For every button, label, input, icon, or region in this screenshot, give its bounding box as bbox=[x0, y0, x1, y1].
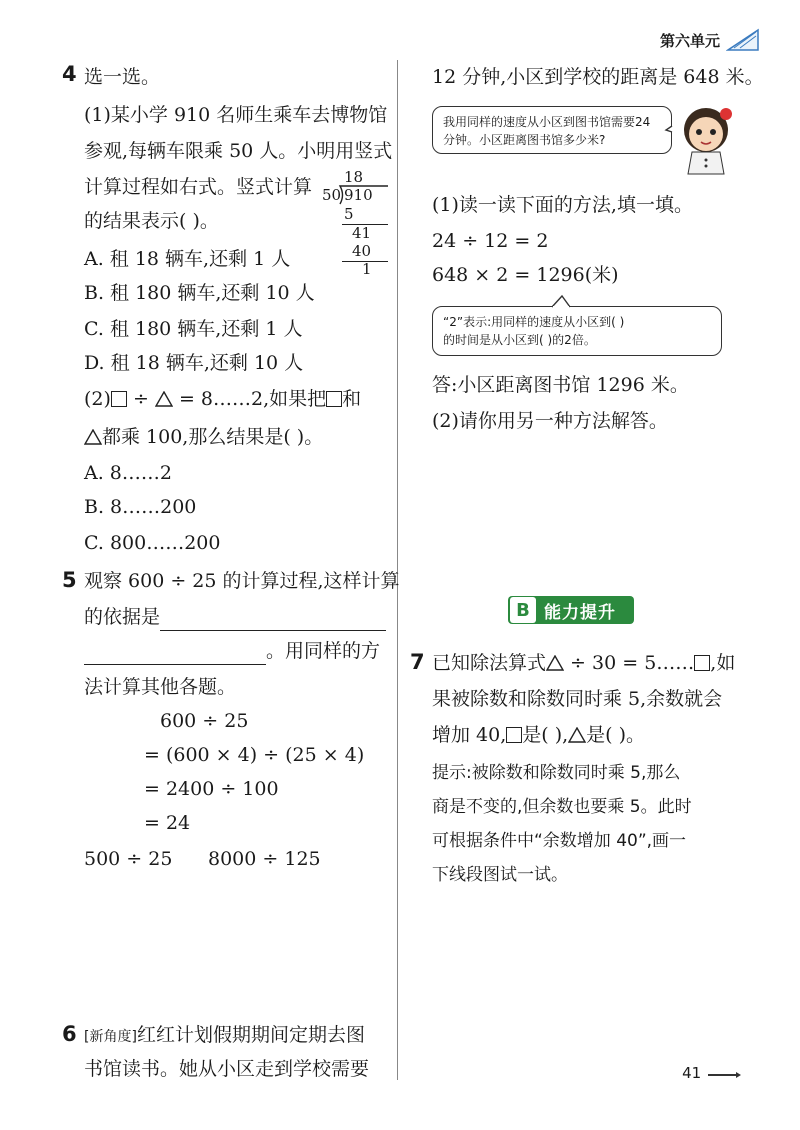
q4-p1-option-c: C. 租 180 辆车,还剩 1 人 bbox=[84, 318, 303, 340]
q7-line3-b: 是( ), bbox=[522, 724, 569, 746]
note-box-pointer bbox=[550, 294, 574, 308]
q7-hint-4: 下线段图试一试。 bbox=[432, 865, 568, 885]
triangle-blank-icon bbox=[546, 655, 564, 671]
note-box bbox=[432, 306, 722, 356]
q7-line1 bbox=[432, 650, 735, 676]
ruler-triangle-icon bbox=[726, 28, 760, 52]
speech-bubble-girl: 我用同样的速度从小区到图书馆需要24分钟。小区距离图书馆多少米? bbox=[432, 106, 672, 154]
q4-p2-option-b: B. 8……200 bbox=[84, 496, 197, 518]
q4-p1-line4: 的结果表示( )。 bbox=[84, 210, 219, 232]
section-b-letter: B bbox=[510, 597, 536, 623]
section-b-label: 能力提升 bbox=[544, 602, 616, 623]
q5-line3-suffix: 。用同样的方 bbox=[266, 640, 381, 662]
q4-p2-option-a: A. 8……2 bbox=[84, 462, 172, 484]
q5-line3 bbox=[84, 638, 380, 665]
q5-answer-blank-1[interactable] bbox=[160, 604, 386, 631]
square-blank-icon bbox=[506, 727, 522, 743]
longdiv-remainder: 1 bbox=[362, 260, 372, 278]
q6-line3: 12 分钟,小区到学校的距离是 648 米。 bbox=[432, 66, 764, 88]
q4-p1-line3: 计算过程如右式。竖式计算 bbox=[84, 176, 313, 198]
page-pencil-icon bbox=[706, 1069, 742, 1079]
square-blank-icon bbox=[694, 655, 710, 671]
longdiv-dividend: 910 bbox=[344, 186, 373, 204]
square-blank-icon bbox=[326, 391, 342, 407]
q7-line1-c: ,如 bbox=[710, 652, 736, 674]
q4-p2-line1 bbox=[84, 386, 361, 412]
q5-exercise-1: 500 ÷ 25 bbox=[84, 848, 173, 870]
q7-line1-b: ÷ 30 = 5…… bbox=[564, 652, 695, 674]
q4-p2-divide: ÷ bbox=[126, 388, 155, 410]
page-number bbox=[682, 1064, 742, 1082]
q6-new-angle-tag: [新角度] bbox=[84, 1029, 137, 1045]
longdiv-step2: 41 bbox=[352, 224, 372, 242]
longdiv-divisor: 50 bbox=[322, 186, 342, 204]
triangle-blank-icon bbox=[568, 727, 586, 743]
unit-label: 第六单元 bbox=[659, 31, 720, 50]
q6-eq2: 648 × 2 = 1296(米) bbox=[432, 264, 619, 286]
q6-eq1: 24 ÷ 12 = 2 bbox=[432, 230, 549, 252]
q4-p2-equation: = 8……2,如果把 bbox=[172, 388, 327, 410]
q7-hint-3: 可根据条件中“余数增加 40”,画一 bbox=[432, 831, 687, 851]
q5-line2-prefix: 的依据是 bbox=[84, 606, 161, 628]
q5-line1: 观察 600 ÷ 25 的计算过程,这样计算 bbox=[84, 570, 400, 592]
q5-calc-2: = (600 × 4) ÷ (25 × 4) bbox=[144, 744, 365, 766]
question-4-number: 4 bbox=[62, 62, 77, 86]
q7-hint-1: 提示:被除数和除数同时乘 5,那么 bbox=[432, 763, 681, 783]
question-4-title: 选一选。 bbox=[84, 66, 161, 88]
q7-line2: 果被除数和除数同时乘 5,余数就会 bbox=[432, 688, 723, 710]
q4-p2-line2 bbox=[84, 424, 323, 450]
q4-p2-option-c: C. 800……200 bbox=[84, 532, 221, 554]
q7-line3 bbox=[432, 722, 645, 748]
q7-line3-a: 增加 40, bbox=[432, 724, 507, 746]
q4-p1-option-d: D. 租 18 辆车,还剩 10 人 bbox=[84, 352, 304, 374]
section-b-badge bbox=[508, 596, 634, 624]
q7-hint-2: 商是不变的,但余数也要乘 5。此时 bbox=[432, 797, 692, 817]
girl-cartoon-icon bbox=[664, 96, 754, 176]
longdiv-quotient: 18 bbox=[344, 168, 364, 186]
square-blank-icon bbox=[111, 391, 127, 407]
q7-line1-a: 已知除法算式 bbox=[432, 652, 547, 674]
q4-p2-line2-text: 都乘 100,那么结果是( )。 bbox=[102, 426, 324, 448]
q6-line2: 书馆读书。她从小区走到学校需要 bbox=[84, 1058, 370, 1080]
q5-exercise-2: 8000 ÷ 125 bbox=[208, 848, 321, 870]
q5-answer-blank-2[interactable] bbox=[84, 638, 266, 665]
unit-header bbox=[660, 28, 760, 52]
q4-p1-option-b: B. 租 180 辆车,还剩 10 人 bbox=[84, 282, 315, 304]
page-number-text: 41 bbox=[682, 1064, 702, 1082]
q5-calc-4: = 24 bbox=[144, 812, 191, 834]
triangle-blank-icon bbox=[155, 391, 173, 407]
question-5-number: 5 bbox=[62, 568, 77, 592]
q6-answer: 答:小区距离图书馆 1296 米。 bbox=[432, 374, 689, 396]
note-line-1: “2”表示:用同样的速度从小区到( ) bbox=[443, 315, 625, 329]
triangle-blank-icon bbox=[84, 429, 102, 445]
q4-p1-option-a: A. 租 18 辆车,还剩 1 人 bbox=[84, 248, 291, 270]
q6-line1 bbox=[84, 1022, 365, 1050]
question-6-number: 6 bbox=[62, 1022, 77, 1046]
q4-p1-line2: 参观,每辆车限乘 50 人。小明用竖式 bbox=[84, 140, 393, 162]
question-7-number: 7 bbox=[410, 650, 425, 674]
q4-p1-line1: (1)某小学 910 名师生乘车去博物馆 bbox=[84, 104, 388, 126]
q5-line4: 法计算其他各题。 bbox=[84, 676, 237, 698]
q6-sub2: (2)请你用另一种方法解答。 bbox=[432, 410, 668, 432]
longdiv-step1: 5 bbox=[344, 205, 354, 223]
q7-line3-c: 是( )。 bbox=[586, 724, 646, 746]
q6-sub1: (1)读一读下面的方法,填一填。 bbox=[432, 194, 693, 216]
q5-calc-1: 600 ÷ 25 bbox=[160, 710, 249, 732]
longdiv-step3: 40 bbox=[352, 242, 372, 260]
q6-line1-text: 红红计划假期期间定期去图 bbox=[136, 1024, 365, 1046]
q4-p2-prefix: (2) bbox=[84, 388, 111, 410]
note-line-2: 的时间是从小区到( )的2倍。 bbox=[443, 333, 596, 347]
q5-line2 bbox=[84, 604, 386, 631]
q5-calc-3: = 2400 ÷ 100 bbox=[144, 778, 279, 800]
q4-p2-and: 和 bbox=[342, 388, 362, 410]
long-division bbox=[322, 168, 392, 278]
